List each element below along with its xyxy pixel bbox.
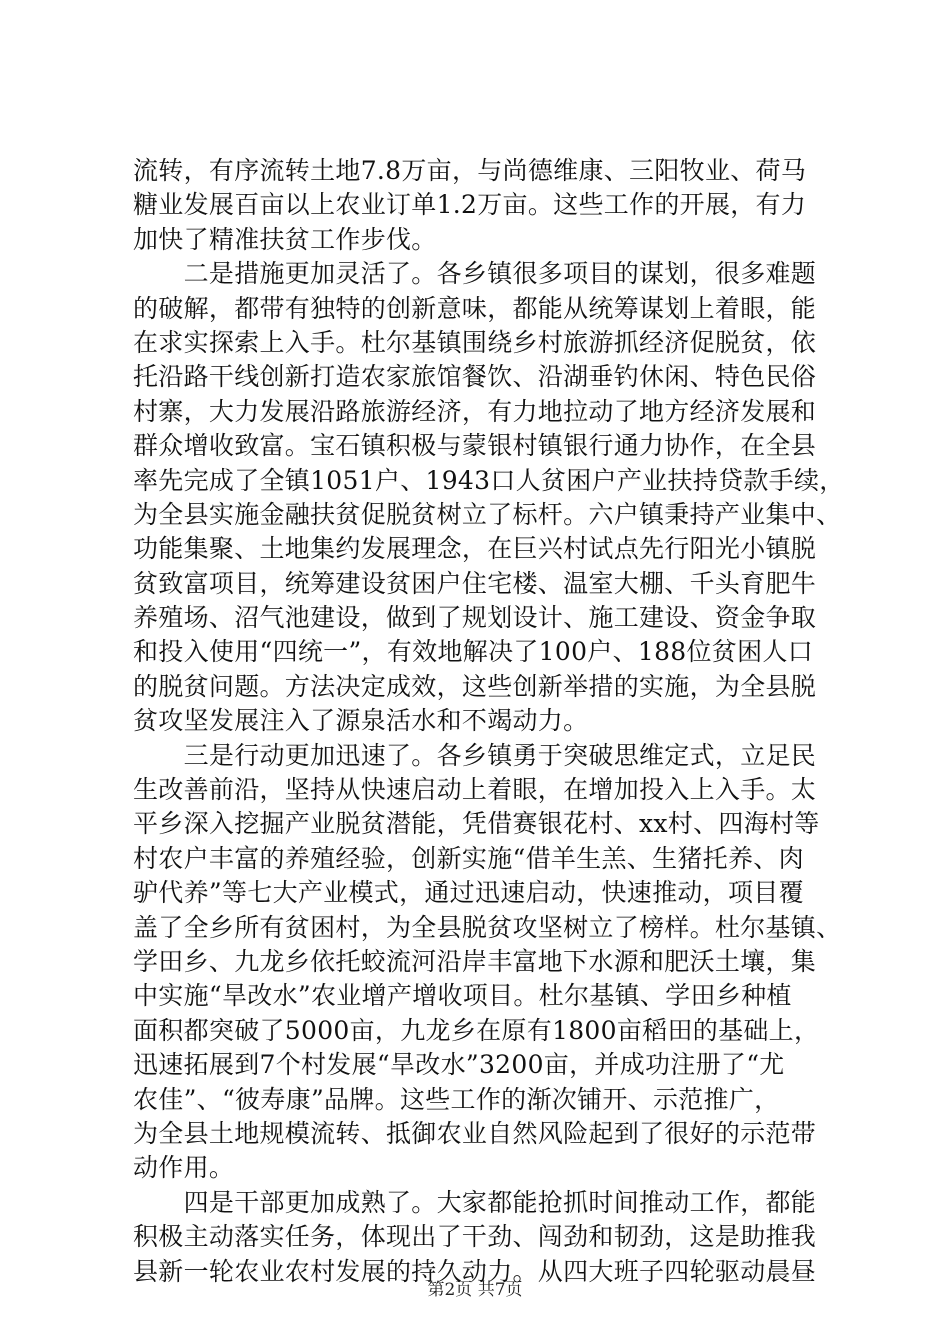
document-body <box>133 154 845 1289</box>
text-line: 村寨，大力发展沿路旅游经济，有力地拉动了地方经济发展和 <box>133 396 817 426</box>
text-line: 的脱贫问题。方法决定成效，这些创新举措的实施，为全县脱 <box>133 671 817 701</box>
text-line: 和投入使用“四统一”，有效地解决了100户、188位贫困人口 <box>133 637 813 667</box>
text-line: 群众增收致富。宝石镇积极与蒙银村镇银行通力协作，在全县 <box>133 431 817 461</box>
text-line: 加快了精准扶贫工作步伐。 <box>133 224 437 254</box>
text-line: 积极主动落实任务，体现出了干劲、闯劲和韧劲，这是助推我 <box>133 1222 817 1252</box>
text-line: 养殖场、沼气池建设，做到了规划设计、施工建设、资金争取 <box>133 603 817 633</box>
text-line: 在求实探索上入手。杜尔基镇围绕乡村旅游抓经济促脱贫，依 <box>133 327 817 357</box>
text-line: 村农户丰富的养殖经验，创新实施“借羊生羔、生猪托养、肉 <box>133 843 804 873</box>
text-line: 盖了全乡所有贫困村，为全县脱贫攻坚树立了榜样。杜尔基镇、 <box>133 912 842 942</box>
text-line: 迅速拓展到7个村发展“旱改水”3200亩，并成功注册了“尤 <box>133 1050 785 1080</box>
text-line: 流转，有序流转土地7.8万亩，与尚德维康、三阳牧业、荷马 <box>133 156 807 185</box>
text-line: 二是措施更加灵活了。各乡镇很多项目的谋划，很多难题 <box>133 259 817 289</box>
text-line: 中实施“旱改水”农业增产增收项目。杜尔基镇、学田乡种植 <box>133 981 792 1011</box>
text-line: 糖业发展百亩以上农业订单1.2万亩。这些工作的开展，有力 <box>133 190 807 220</box>
text-line: 平乡深入挖掘产业脱贫潜能，凭借赛银花村、xx村、四海村等 <box>133 809 820 839</box>
text-line: 面积都突破了5000亩，九龙乡在原有1800亩稻田的基础上， <box>133 1015 820 1045</box>
text-line: 四是干部更加成熟了。大家都能抢抓时间推动工作，都能 <box>133 1187 817 1217</box>
page-number-footer: 第2页 共7页 <box>427 1280 523 1300</box>
text-line: 县新一轮农业农村发展的持久动力。从四大班子四轮驱动晨昼 <box>133 1256 817 1286</box>
text-line: 三是行动更加迅速了。各乡镇勇于突破思维定式，立足民 <box>133 740 817 770</box>
text-line: 为全县土地规模流转、抵御农业自然风险起到了很好的示范带 <box>133 1118 817 1148</box>
text-line: 农佳”、“彼寿康”品牌。这些工作的渐次铺开、示范推广， <box>133 1084 780 1114</box>
text-line: 生改善前沿，坚持从快速启动上着眼，在增加投入上入手。太 <box>133 775 817 805</box>
text-line: 贫致富项目，统筹建设贫困户住宅楼、温室大棚、千头育肥牛 <box>133 568 817 598</box>
text-line: 动作用。 <box>133 1153 235 1183</box>
text-line: 学田乡、九龙乡依托蛟流河沿岸丰富地下水源和肥沃土壤，集 <box>133 946 817 976</box>
text-line: 的破解，都带有独特的创新意味，都能从统筹谋划上着眼，能 <box>133 293 817 323</box>
text-line: 率先完成了全镇1051户、1943口人贫困户产业扶持贷款手续， <box>133 465 845 495</box>
text-line: 贫攻坚发展注入了源泉活水和不竭动力。 <box>133 706 589 736</box>
text-line: 托沿路干线创新打造农家旅馆餐饮、沿湖垂钓休闲、特色民俗 <box>133 362 817 392</box>
text-line: 为全县实施金融扶贫促脱贫树立了标杆。六户镇秉持产业集中、 <box>133 499 842 529</box>
text-line: 功能集聚、土地集约发展理念，在巨兴村试点先行阳光小镇脱 <box>133 534 817 564</box>
text-line: 驴代养”等七大产业模式，通过迅速启动，快速推动，项目覆 <box>133 878 804 908</box>
